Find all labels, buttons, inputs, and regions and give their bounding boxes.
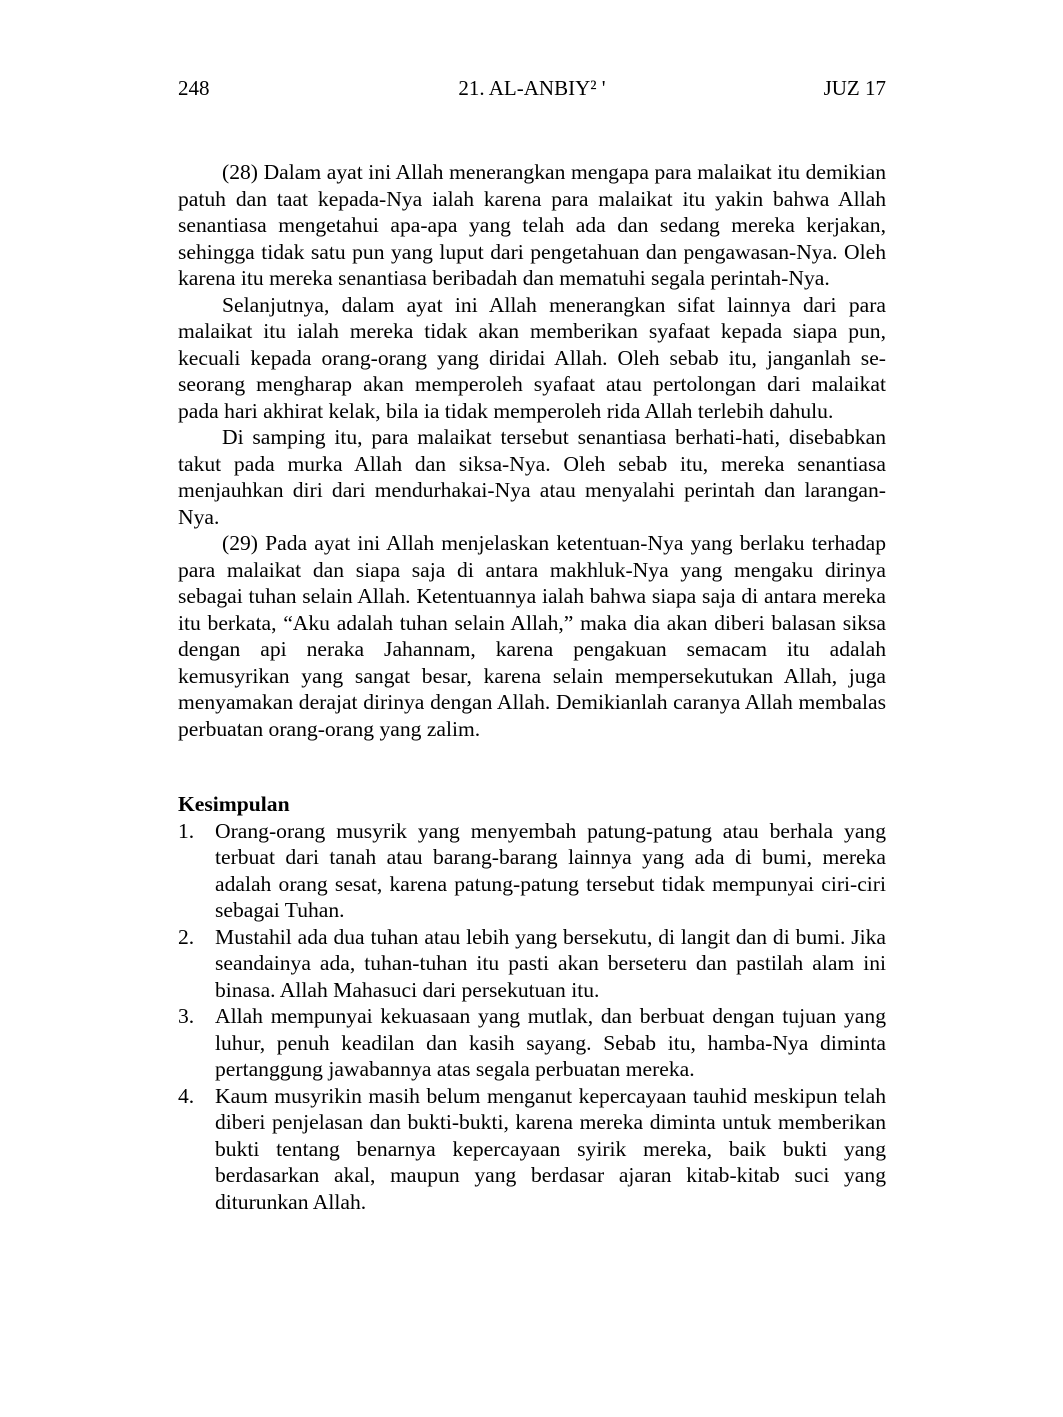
list-item: [178, 1003, 886, 1083]
paragraph-verse-29: (29) Pada ayat ini Allah menjelaskan ketentuan-Nya yang berlaku terhadap para malaikat dan siapa saja di antara makhluk-Nya yang mengaku dirinya sebagai tuhan selain Allah. Ketentuannya ialah bahwa siapa saja di antara mereka itu berkata, “Aku adalah tuhan selain Allah,” maka dia akan diberi balasan siksa dengan api neraka Jahannam, karena pengakuan semacam itu adalah kemusyrikan yang sangat besar, karena selain mempersekutukan Allah, juga menyamakan derajat dirinya dengan Allah. Demikianlah caranya Allah membalas perbuatan orang-orang yang zalim.: [178, 531, 886, 741]
paragraph-berhati-hati: Di samping itu, para malaikat tersebut senantiasa berhati-hati, disebabkan takut pada murka Allah dan siksa-Nya. Oleh sebab itu, mereka senantiasa menjauhkan diri dari mendurhakai-Nya atau menyalahi perintah dan larangan-Nya.: [178, 425, 886, 529]
list-item: [178, 818, 886, 924]
commentary-body: [178, 159, 886, 742]
list-item: [178, 1083, 886, 1216]
page-number: 248: [178, 76, 210, 100]
list-number: 4.: [178, 1083, 195, 1108]
list-number: 3.: [178, 1004, 195, 1028]
paragraph-syafaat: Selanjutnya, dalam ayat ini Allah menerangkan sifat lainnya dari para malaikat itu ialah mereka tidak akan memberikan syafaat kepada siapa pun, kecuali kepada orang-orang yang diridai Allah. Oleh sebab itu, janganlah seseorang mengharap akan memperoleh syafaat atau pertolongan dari malaikat pada hari akhirat kelak, bila ia tidak memperoleh rida Allah terlebih dahulu.: [178, 292, 886, 423]
list-item-text: Kaum musyrikin masih belum menganut kepercayaan tauhid meskipun telah diberi penjelasan dan bukti-bukti, karena mereka diminta untuk memberikan bukti tentang benarnya kepercayaan syirik mereka, baik bukti yang berdasarkan akal, maupun yang berdasar ajaran kitab-kitab suci yang diturunkan Allah.: [215, 1083, 886, 1214]
running-header: [178, 74, 886, 102]
list-number: 1.: [178, 818, 195, 843]
kesimpulan-list: [178, 818, 886, 1216]
list-item: [178, 924, 886, 1004]
list-item-text: Allah mempunyai kekuasaan yang mutlak, dan berbuat dengan tujuan yang luhur, penuh keadilan dan kasih sayang. Sebab itu, hamba-Nya diminta pertanggung jawabannya atas segala perbuatan mereka.: [215, 1004, 886, 1081]
list-item-text: Mustahil ada dua tuhan atau lebih yang bersekutu, di langit dan di bumi. Jika seandainya ada, tuhan-tuhan itu pasti akan berseteru dan pastilah alam ini binasa. Allah Mahasuci dari persekutuan itu.: [215, 924, 886, 1002]
kesimpulan-section: [178, 791, 886, 1215]
list-number: 2.: [178, 924, 195, 949]
chapter-title: 21. AL-ANBIY² ': [458, 76, 606, 100]
juz-label: JUZ 17: [823, 76, 886, 100]
kesimpulan-heading: Kesimpulan: [178, 792, 290, 816]
paragraph-verse-28: (28) Dalam ayat ini Allah menerangkan mengapa para malaikat itu demikian patuh dan taat kepada-Nya ialah karena para malaikat itu yakin bahwa Allah senantiasa mengetahui apa-apa yang telah ada dan sedang mereka kerjakan, sehingga tidak satu pun yang luput dari pengetahuan dan pengawasan-Nya. Oleh karena itu mereka senantiasa beribadah dan mematuhi segala perintah-Nya.: [178, 160, 886, 290]
list-item-text: Orang-orang musyrik yang menyembah patung-patung atau berhala yang terbuat dari tanah atau barang-barang lainnya yang ada di bumi, mereka adalah orang sesat, karena patung-patung tersebut tidak mempunyai ciri-ciri sebagai Tuhan.: [215, 818, 886, 922]
